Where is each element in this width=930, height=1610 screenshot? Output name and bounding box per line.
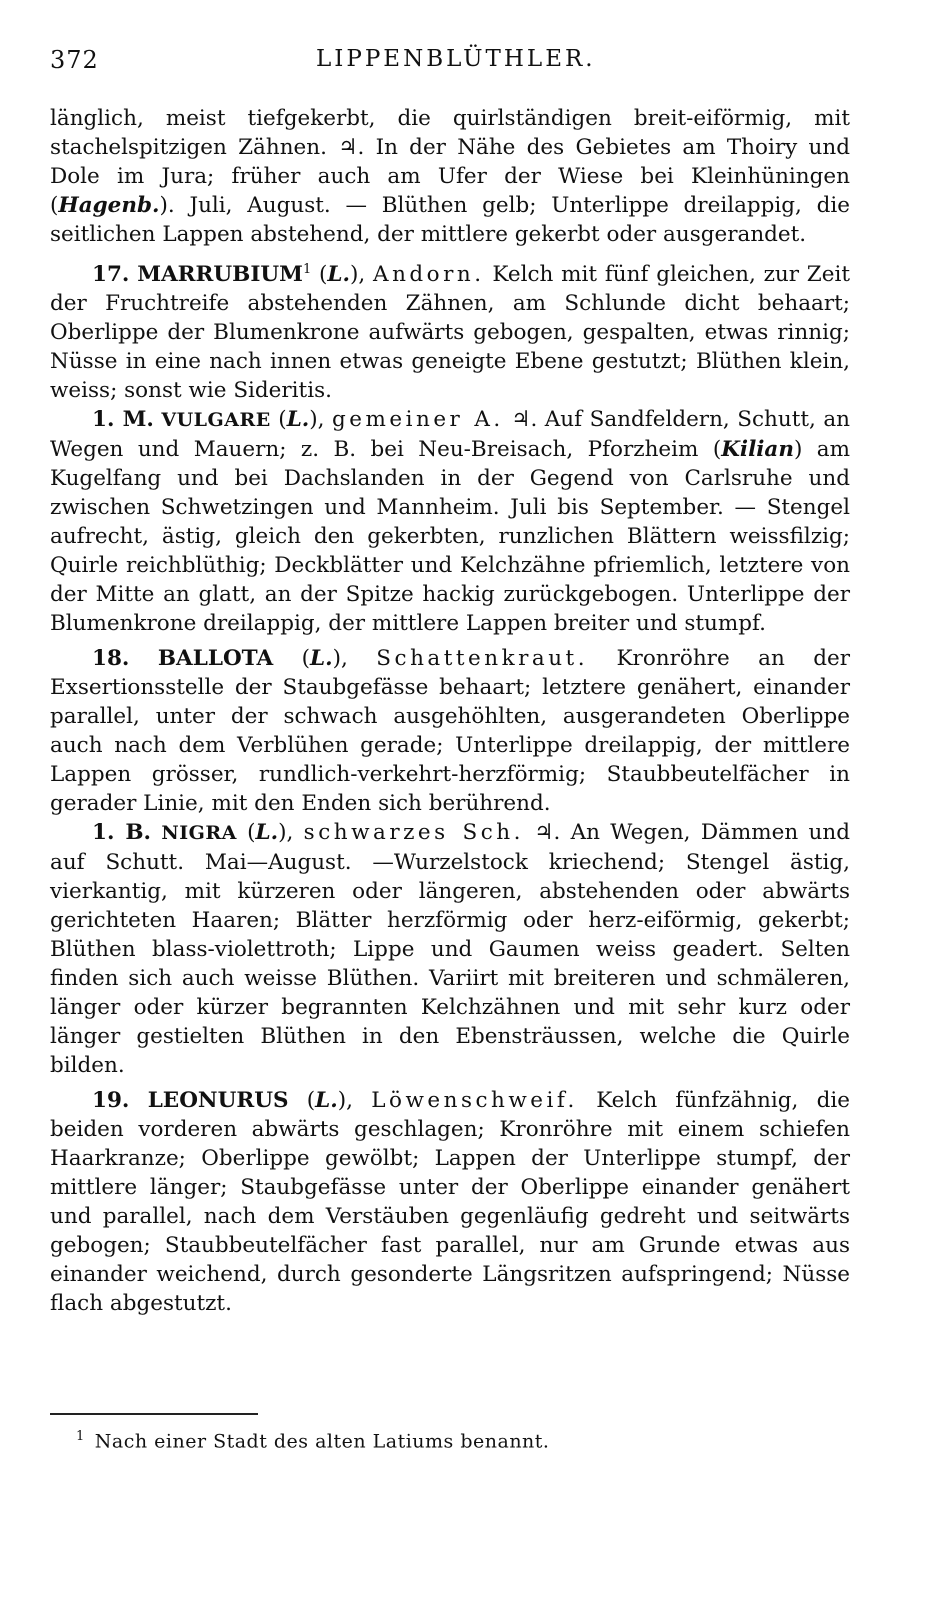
species-text: ♃. An Wegen, Dämmen und auf Schutt. Mai—August. —Wurzelstock kriechend; Stengel ästig, vierkantig, mit kürzeren oder längeren, abstehenden oder abwärts gerichteten Haaren; Blätter herzförmig oder herz-eiförmig, gekerbt; Blüthen blass-violettroth; Lippe und Gaumen weiss geadert. Selten finden sich auch weisse Blüthen. Variirt mit breiteren und schmäleren, länger oder kürzer begrannten Kelchzähnen und mit sehr kurz oder länger gestielten Blüthen in den Ebensträussen, welche die Quirle bilden. [50, 820, 850, 1079]
species-number: 1. M. [92, 407, 154, 433]
genus-number: 18. [92, 646, 130, 672]
genus-description: Kelch fünfzähnig, die beiden vorderen abwärts geschlagen; Kronröhre mit einem schiefen Haarkranze; Oberlippe gewölbt; Lappen der Unterlippe stumpf, der mittlere länger; Staubgefässe unter der Oberlippe einander genähert und parallel, nach dem Verstäuben gegenläufig gedreht und seitwärts gebogen; Staubbeutelfächer fast parallel, nur am Grunde etwas aus einander weichend, durch gesonderte Längsritzen aufspringend; Nüsse flach abgestutzt. [50, 1088, 850, 1317]
intro-authority: Hagenb. [58, 193, 160, 218]
genus-number: 17. [92, 262, 130, 288]
genus-description: Kelch mit fünf gleichen, zur Zeit der Fruchtreife abstehenden Zähnen, am Schlunde dicht behaart; Oberlippe der Blumenkrone aufwärts gebogen, gespalten, etwas rinnig; Nüsse in eine nach innen etwas geneigte Ebene gestutzt; Blüthen klein, weiss; sonst wie Sideritis. [50, 262, 850, 404]
genus-ballota: 18. BALLOTA (L.), Schattenkraut. Kronröhre an der Exsertionsstelle der Staubgefässe behaart; letztere genähert, einander parallel, unter der schwach ausgehöhlten, ausgerandeten Oberlippe auch nach dem Verblühen gerade; Unterlippe dreilappig, der mittlere Lappen grösser, rundlich-verkehrt-herzförmig; Staubbeutelfächer in gerader Linie, mit den Enden sich berührend. [50, 646, 850, 817]
genus-common-name: Schattenkraut. [376, 646, 589, 672]
species-name: VULGARE [161, 409, 271, 432]
species-common-name: gemeiner A. [332, 407, 504, 433]
genus-common-name: Andorn. [373, 262, 485, 288]
genus-number: 19. [92, 1088, 130, 1114]
page-header [50, 46, 850, 82]
genus-name: MARRUBIUM [137, 262, 303, 288]
species-common-name: schwarzes Sch. [303, 820, 524, 846]
species-authority: L. [255, 820, 279, 846]
genus-common-name: Löwenschweif. [371, 1088, 578, 1114]
species-m-vulgare: 1. M. VULGARE (L.), gemeiner A. ♃. Auf Sandfeldern, Schutt, an Wegen und Mauern; z. B. bei Neu-Breisach, Pforzheim (Kilian) am Kugelfang und bei Dachslanden in der Gegend von Carlsruhe und zwischen Schwetzingen und Mannheim. Juli bis September. — Stengel aufrecht, ästig, gleich den gekerbten, runzlichen Blättern weissfilzig; Quirle reichblüthig; Deckblätter und Kelchzähne pfriemlich, letztere von der Mitte an glatt, an der Spitze hackig zurückgebogen. Unterlippe der Blumenkrone dreilappig, der mittlere Lappen breiter und stumpf. [50, 407, 850, 637]
species-b-nigra: 1. B. NIGRA (L.), schwarzes Sch. ♃. An Wegen, Dämmen und auf Schutt. Mai—August. —Wurzelstock kriechend; Stengel ästig, vierkantig, mit kürzeren oder längeren, abstehenden oder abwärts gerichteten Haaren; Blätter herzförmig oder herz-eiförmig, gekerbt; Blüthen blass-violettroth; Lippe und Gaumen weiss geadert. Selten finden sich auch weisse Blüthen. Variirt mit breiteren und schmäleren, länger oder kürzer begrannten Kelchzähnen und mit sehr kurz oder länger gestielten Blüthen in den Ebensträussen, welche die Quirle bilden. [50, 820, 850, 1079]
intro-paragraph [50, 104, 850, 249]
intro-text: länglich, meist tiefgekerbt, die quirlständigen breit-eiförmig, mit stachelspitzigen Zähnen. ♃. In der Nähe des Gebietes am Thoiry und Dole im Jura; früher auch am Ufer der Wiese bei Kleinhüningen ( [50, 106, 850, 218]
species-text-end: ) am Kugelfang und bei Dachslanden in der Gegend von Carlsruhe und zwischen Schwetzingen und Mannheim. Juli bis September. — Stengel aufrecht, ästig, gleich den gekerbten, runzlichen Blättern weissfilzig; Quirle reichblüthig; Deckblätter und Kelchzähne pfriemlich, letztere von der Mitte an glatt, an der Spitze hackig zurückgebogen. Unterlippe der Blumenkrone dreilappig, der mittlere Lappen breiter und stumpf. [50, 437, 850, 637]
species-number: 1. B. [92, 820, 152, 846]
running-title: LIPPENBLÜTHLER. [316, 46, 596, 72]
genus-description: Kronröhre an der Exsertionsstelle der Staubgefässe behaart; letztere genähert, einander parallel, unter der schwach ausgehöhlten, ausgerandeten Oberlippe auch nach dem Verblühen gerade; Unterlippe dreilappig, der mittlere Lappen grösser, rundlich-verkehrt-herzförmig; Staubbeutelfächer in gerader Linie, mit den Enden sich berührend. [50, 646, 850, 817]
species-text: ♃. Auf Sandfeldern, Schutt, an Wegen und Mauern; z. B. bei Neu-Breisach, Pforzheim ( [50, 407, 850, 463]
genus-name: LEONURUS [147, 1088, 289, 1114]
intro-text-end: ). Juli, August. — Blüthen gelb; Unterlippe dreilappig, die seitlichen Lappen abstehend, der mittlere gekerbt oder ausgerandet. [50, 193, 850, 247]
genus-authority: L. [315, 1088, 338, 1114]
footnote [76, 1424, 856, 1454]
footnote-text: Nach einer Stadt des alten Latiums benannt. [94, 1430, 550, 1453]
genus-leonurus: 19. LEONURUS (L.), Löwenschweif. Kelch fünfzähnig, die beiden vorderen abwärts geschlagen; Kronröhre mit einem schiefen Haarkranze; Oberlippe gewölbt; Lappen der Unterlippe stumpf, der mittlere länger; Staubgefässe unter der Oberlippe einander genähert und parallel, nach dem Verstäuben gegenläufig gedreht und seitwärts gebogen; Staubbeutelfächer fast parallel, nur am Grunde etwas aus einander weichend, durch gesonderte Längsritzen aufspringend; Nüsse flach abgestutzt. [50, 1088, 850, 1317]
page-body [50, 104, 850, 1318]
footnote-rule [50, 1413, 258, 1415]
species-name: NIGRA [161, 822, 237, 845]
page-number: 372 [50, 46, 99, 74]
genus-authority: L. [310, 646, 333, 672]
footnote-ref: 1 [302, 262, 312, 277]
genus-name: BALLOTA [157, 646, 274, 672]
species-collector: Kilian [721, 437, 794, 463]
footnote-mark: 1 [76, 1429, 85, 1444]
genus-authority: L. [327, 262, 351, 288]
species-authority: L. [286, 407, 310, 433]
genus-marrubium: 17. MARRUBIUM$^1$ (L.), Andorn. Kelch mit fünf gleichen, zur Zeit der Fruchtreife abstehenden Zähnen, am Schlunde dicht behaart; Oberlippe der Blumenkrone aufwärts gebogen, gespalten, etwas rinnig; Nüsse in eine nach innen etwas geneigte Ebene gestutzt; Blüthen klein, weiss; sonst wie Sideritis. [50, 262, 850, 404]
